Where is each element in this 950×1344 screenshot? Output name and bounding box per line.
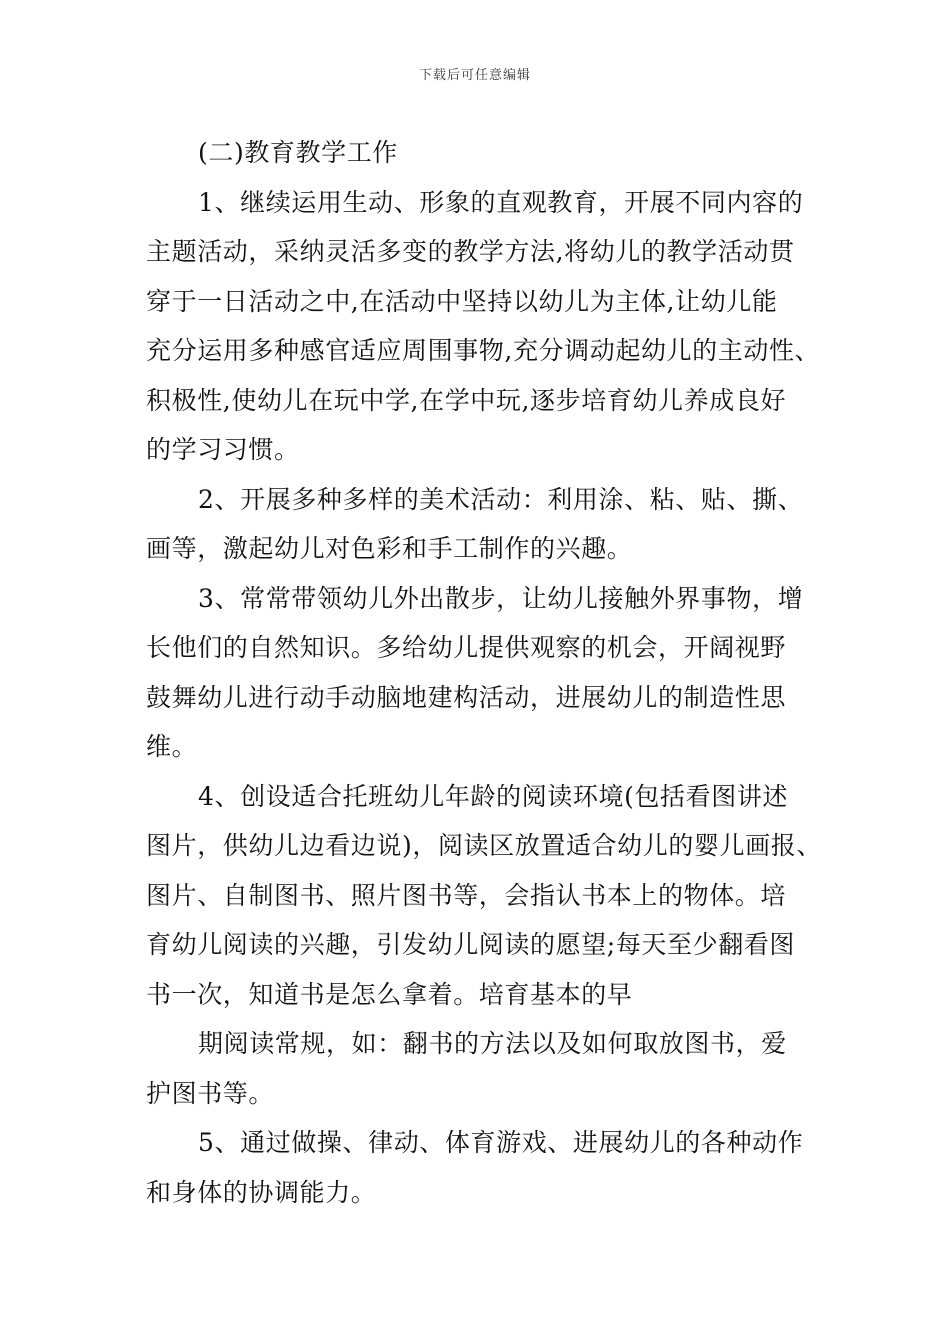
paragraph-line: 和身体的协调能力。 <box>146 1177 377 1207</box>
paragraph-6 <box>146 1118 814 1217</box>
paragraph-line: 的学习习惯。 <box>146 435 300 464</box>
paragraph-line: 穿于一日活动之中,在活动中坚持以幼儿为主体,让幼儿能 <box>146 286 778 316</box>
paragraph-line: 图片、自制图书、照片图书等，会指认书本上的物体。培 <box>146 880 787 910</box>
paragraph-line: 护图书等。 <box>146 1078 275 1108</box>
page-header: 下载后可任意编辑 <box>418 68 531 83</box>
paragraph-line: 2、开展多种多样的美术活动：利用涂、粘、贴、撕、 <box>198 484 804 514</box>
section-title: (二)教育教学工作 <box>198 138 398 167</box>
paragraph-line: 5、通过做操、律动、体育游戏、进展幼儿的各种动作 <box>198 1128 804 1157</box>
paragraph-line: 鼓舞幼儿进行动手动脑地建构活动，进展幼儿的制造性思 <box>146 682 787 712</box>
paragraph-line: 期阅读常规，如：翻书的方法以及如何取放图书，爱 <box>198 1029 787 1058</box>
paragraph-line: 维。 <box>146 732 198 761</box>
paragraph-line: 书一次，知道书是怎么拿着。培育基本的早 <box>146 979 633 1009</box>
paragraph-line: 主题活动，采纳灵活多变的教学方法,将幼儿的教学活动贯 <box>146 237 795 266</box>
paragraph-line: 图片，供幼儿边看边说)，阅读区放置适合幼儿的婴儿画报、 <box>146 831 822 860</box>
paragraph-3 <box>146 574 814 772</box>
paragraph-line: 充分运用多种感官适应周围事物,充分调动起幼儿的主动性、 <box>146 336 821 365</box>
paragraph-line: 育幼儿阅读的兴趣，引发幼儿阅读的愿望;每天至少翻看图 <box>146 930 796 959</box>
paragraph-line: 积极性,使幼儿在玩中学,在学中玩,逐步培育幼儿养成良好 <box>146 385 787 415</box>
paragraph-4 <box>146 772 822 1020</box>
paragraph-line: 画等，激起幼儿对色彩和手工制作的兴趣。 <box>146 534 633 563</box>
paragraph-1 <box>146 178 821 475</box>
paragraph-line: 1、继续运用生动、形象的直观教育，开展不同内容的 <box>198 187 804 217</box>
document-body <box>146 128 822 1217</box>
paragraph-line: 长他们的自然知识。多给幼儿提供观察的机会，开阔视野 <box>146 633 787 662</box>
paragraph-line: 3、常常带领幼儿外出散步，让幼儿接触外界事物，增 <box>198 583 804 613</box>
paragraph-2 <box>146 475 814 574</box>
paragraph-5 <box>146 1019 814 1118</box>
paragraph-line: 4、创设适合托班幼儿年龄的阅读环境(包括看图讲述 <box>198 781 789 811</box>
